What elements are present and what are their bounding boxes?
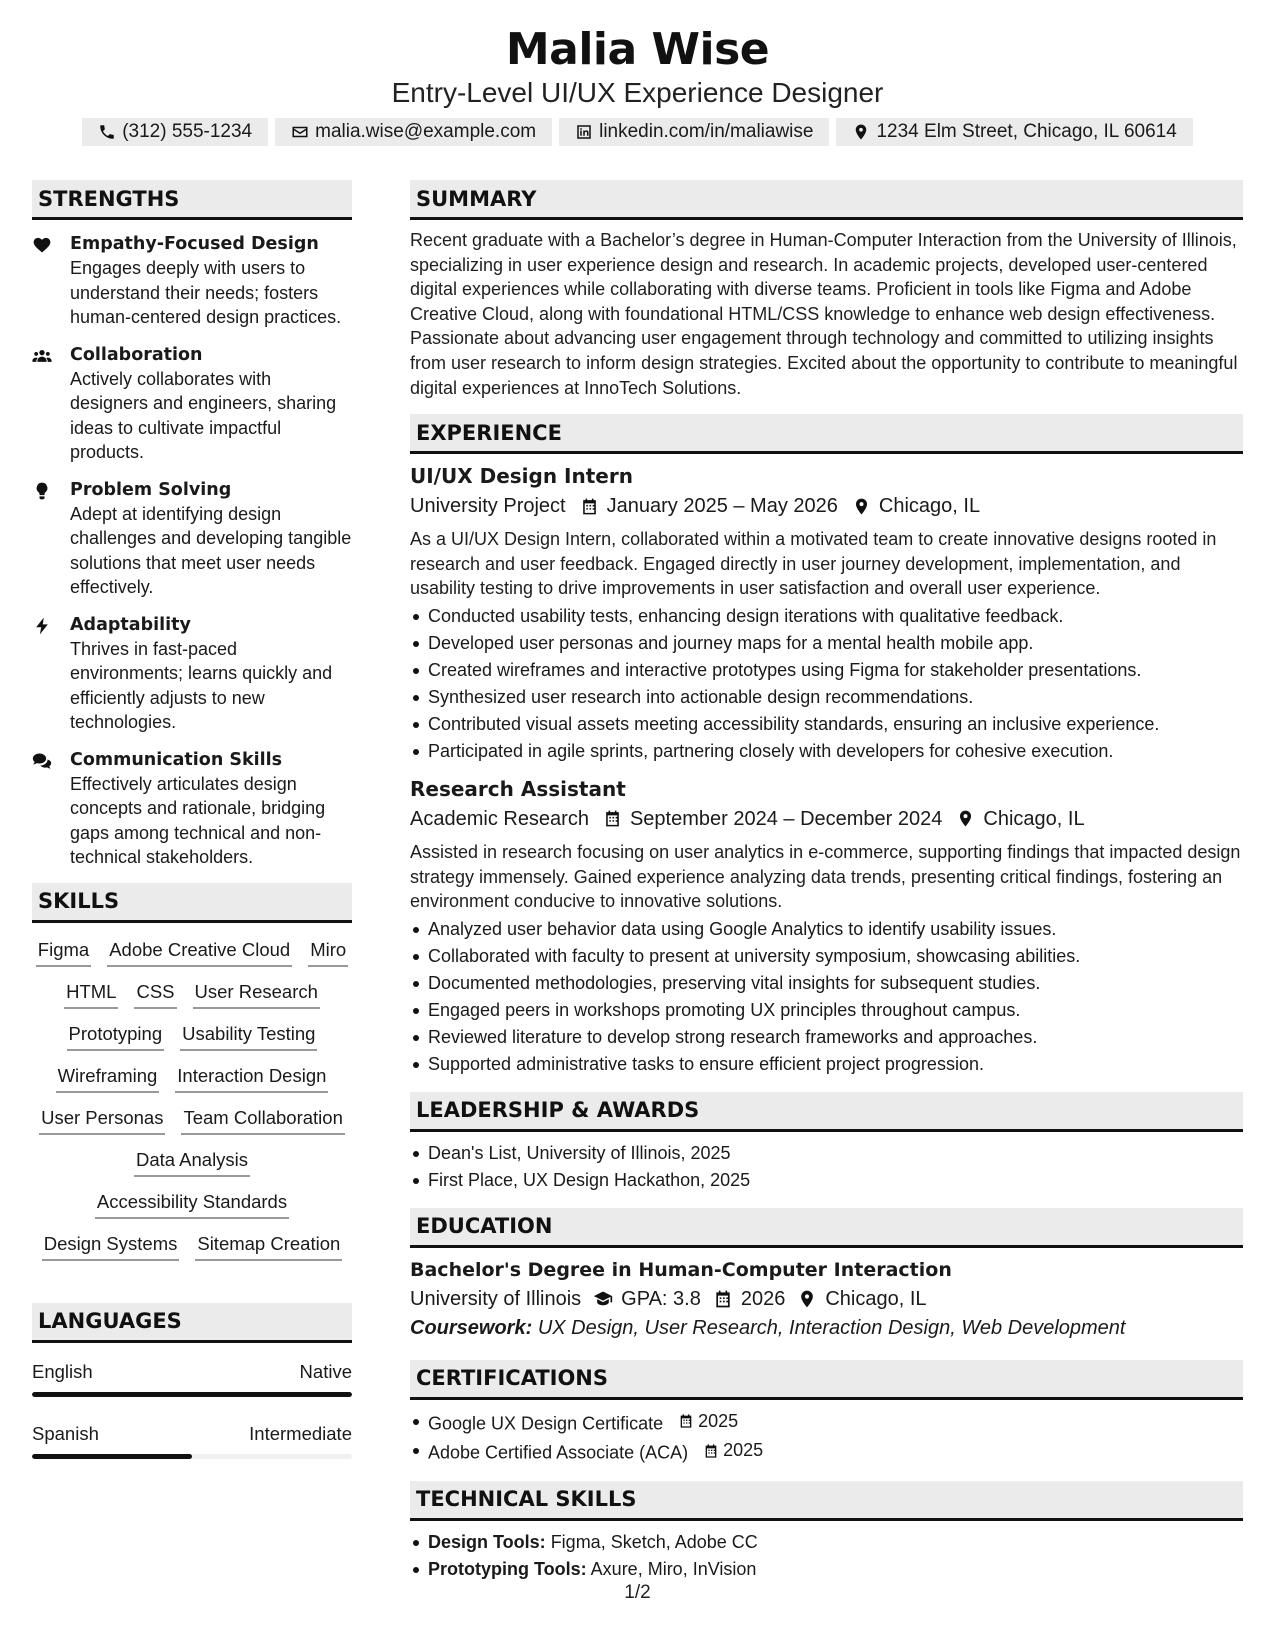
languages-list <box>32 1359 352 1459</box>
heart-icon <box>32 235 52 255</box>
education-year: 2026 <box>740 1287 786 1310</box>
comments-icon <box>32 751 52 771</box>
candidate-title: Entry-Level UI/UX Experience Designer <box>391 77 884 108</box>
skill-tag: Accessibility Standards <box>95 1189 289 1219</box>
education-heading-text: EDUCATION <box>416 1214 553 1239</box>
education-coursework <box>410 1314 1243 1342</box>
education-school: University of Illinois <box>410 1287 582 1310</box>
strength-item <box>32 748 352 870</box>
language-level: Native <box>299 1360 352 1382</box>
skill-tag: CSS <box>134 979 176 1009</box>
strength-desc: Engages deeply with users to understand their needs; fosters human-centered design practices. <box>70 258 342 327</box>
summary-heading-text: SUMMARY <box>416 186 537 211</box>
language-bar <box>32 1454 352 1459</box>
list-item <box>410 1529 1243 1556</box>
map-marker-icon <box>852 497 871 516</box>
linkedin-icon <box>575 123 593 141</box>
certifications-heading <box>410 1360 1243 1400</box>
experience-heading <box>410 414 1243 454</box>
strength-desc: Adept at identifying design challenges and developing tangible solutions that meet user needs effectively. <box>70 503 352 597</box>
language-item <box>32 1421 352 1459</box>
job-location: Chicago, IL <box>983 807 1085 830</box>
resume-header <box>0 22 1275 146</box>
strength-title: Empathy-Focused Design <box>70 234 319 254</box>
coursework-text: UX Design, User Research, Interaction Design, Web Development <box>537 1316 1126 1339</box>
job-bullets <box>410 603 1243 765</box>
map-marker-icon <box>797 1289 817 1309</box>
tech-skill-value: Figma, Sketch, Adobe CC <box>550 1531 758 1552</box>
skill-tag: Design Systems <box>42 1231 180 1261</box>
language-item <box>32 1359 352 1397</box>
contact-linkedin[interactable] <box>559 118 829 146</box>
contact-email[interactable] <box>275 118 552 146</box>
candidate-name: Malia Wise <box>505 24 770 75</box>
job-dates: January 2025 – May 2026 <box>606 495 838 518</box>
phone-text: (312) 555-1234 <box>122 121 253 142</box>
technical-skills-heading-text: TECHNICAL SKILLS <box>416 1487 637 1512</box>
job-entry <box>410 462 1243 765</box>
tech-skill-label: Prototyping Tools: <box>428 1558 587 1579</box>
linkedin-text: linkedin.com/in/maliawise <box>599 121 814 142</box>
list-item <box>410 1556 1243 1583</box>
language-bar-fill <box>32 1392 352 1397</box>
certification-name: Adobe Certified Associate (ACA) <box>428 1442 689 1463</box>
strength-desc: Effectively articulates design concepts and rationale, bridging gaps among technical and non-technical stakeholders. <box>70 773 326 867</box>
language-level: Intermediate <box>249 1422 352 1444</box>
experience-heading-text: EXPERIENCE <box>416 420 562 445</box>
skill-tag: Figma <box>36 937 91 967</box>
education-degree: Bachelor's Degree in Human-Computer Interaction <box>410 1258 952 1281</box>
job-bullets <box>410 916 1243 1078</box>
certifications-heading-text: CERTIFICATIONS <box>416 1366 609 1391</box>
language-name: Spanish <box>32 1422 99 1444</box>
skill-tag: Prototyping <box>67 1021 165 1051</box>
languages-heading-text: LANGUAGES <box>38 1309 182 1333</box>
summary-text: Recent graduate with a Bachelor’s degree in Human-Computer Interaction from the University of Illinois, specializing in user experience design and research. In academic projects, developed user-centered digital experiences while collaborating with diverse teams. Proficient in tools like Figma and Adobe Creative Cloud, along with foundational HTML/CSS knowledge to enhance web design effectiveness. Passionate about advancing user engagement through technology and committed to utilizing insights from user research to inform design strategies. Excited about the opportunity to contribute to meaningful digital experiences at InnoTech Solutions. <box>410 230 1238 398</box>
contact-phone[interactable] <box>82 118 268 146</box>
skill-tag: Data Analysis <box>134 1147 250 1177</box>
tech-skill-value: Axure, Miro, InVision <box>590 1558 757 1579</box>
envelope-icon <box>291 123 309 141</box>
list-item: Reviewed literature to develop strong research frameworks and approaches. <box>410 1024 1243 1051</box>
languages-heading <box>32 1303 352 1343</box>
job-description: As a UI/UX Design Intern, collaborated within a motivated team to create innovative designs rooted in research and user feedback. Engaged directly in user journey development, implementation, and usability testing to drive improvements in user satisfaction and overall user experience. <box>410 529 1217 599</box>
list-item: Engaged peers in workshops promoting UX principles throughout campus. <box>410 997 1243 1024</box>
job-title: UI/UX Design Intern <box>410 464 633 489</box>
technical-skills-list <box>410 1529 1243 1583</box>
email-text: malia.wise@example.com <box>315 121 537 142</box>
strength-title: Communication Skills <box>70 749 283 770</box>
bolt-icon <box>32 616 52 636</box>
skill-tag: User Research <box>193 979 320 1009</box>
calendar-icon <box>580 497 599 516</box>
job-entry <box>410 775 1243 1078</box>
list-item: Created wireframes and interactive prototypes using Figma for stakeholder presentations. <box>410 657 1243 684</box>
certification-year: 2025 <box>723 1440 764 1461</box>
list-item: Contributed visual assets meeting accessibility standards, ensuring an inclusive experience. <box>410 711 1243 738</box>
list-item: Collaborated with faculty to present at university symposium, showcasing abilities. <box>410 943 1243 970</box>
map-marker-icon <box>956 809 975 828</box>
graduation-cap-icon <box>593 1289 613 1309</box>
skill-tag: Usability Testing <box>180 1021 317 1051</box>
list-item: Participated in agile sprints, partnering closely with developers for cohesive execution. <box>410 738 1243 765</box>
skill-tag: Adobe Creative Cloud <box>107 937 292 967</box>
education-location: Chicago, IL <box>825 1287 927 1310</box>
tech-skill-label: Design Tools: <box>428 1531 546 1552</box>
awards-list <box>410 1140 1243 1194</box>
skills-heading-text: SKILLS <box>38 889 120 913</box>
awards-heading <box>410 1092 1243 1132</box>
certification-name: Google UX Design Certificate <box>428 1413 664 1434</box>
job-title: Research Assistant <box>410 776 626 801</box>
education-gpa: GPA: 3.8 <box>621 1287 701 1310</box>
list-item: Dean's List, University of Illinois, 2025 <box>410 1140 1243 1167</box>
contact-bar <box>0 118 1275 146</box>
job-dates: September 2024 – December 2024 <box>629 807 943 830</box>
lightbulb-icon <box>32 481 52 501</box>
map-marker-icon <box>852 123 870 141</box>
coursework-label: Coursework: <box>410 1316 533 1339</box>
calendar-icon <box>678 1413 694 1429</box>
right-column <box>410 180 1243 1583</box>
strengths-list <box>32 232 352 870</box>
skill-tag: HTML <box>64 979 118 1009</box>
calendar-icon <box>703 1443 719 1459</box>
job-org: University Project <box>410 495 566 518</box>
certifications-list <box>410 1408 1243 1467</box>
skill-tag: Interaction Design <box>175 1063 328 1093</box>
skill-tag: Wireframing <box>56 1063 160 1093</box>
list-item <box>410 1437 1243 1467</box>
strength-item <box>32 478 352 600</box>
list-item: Conducted usability tests, enhancing design iterations with qualitative feedback. <box>410 603 1243 630</box>
summary-heading <box>410 180 1243 220</box>
skills-list <box>32 937 352 1261</box>
strength-desc: Thrives in fast-paced environments; learns quickly and efficiently adjusts to new technologies. <box>70 638 333 732</box>
strengths-heading <box>32 180 352 220</box>
strengths-heading-text: STRENGTHS <box>38 186 180 211</box>
page-number: 1/2 <box>624 1582 651 1603</box>
strength-item <box>32 232 352 330</box>
skill-tag: Sitemap Creation <box>195 1231 342 1261</box>
certification-year: 2025 <box>698 1410 739 1431</box>
strength-desc: Actively collaborates with designers and engineers, sharing ideas to cultivate impactful products. <box>70 368 337 462</box>
contact-address <box>836 118 1192 146</box>
list-item: Supported administrative tasks to ensure efficient project progression. <box>410 1051 1243 1078</box>
job-meta <box>410 491 1243 521</box>
skill-tag: Miro <box>308 937 348 967</box>
phone-icon <box>98 123 116 141</box>
technical-skills-heading <box>410 1481 1243 1521</box>
strength-item <box>32 613 352 735</box>
job-description: Assisted in research focusing on user analytics in e-commerce, supporting findings that impacted design strategy immensely. Gained experience analyzing data trends, presenting critical findings, fostering an environment conducive to innovative solutions. <box>410 841 1241 912</box>
job-location: Chicago, IL <box>878 495 981 518</box>
skill-tag: Team Collaboration <box>181 1105 344 1135</box>
list-item: First Place, UX Design Hackathon, 2025 <box>410 1167 1243 1194</box>
left-column <box>32 180 352 1483</box>
awards-heading-text: LEADERSHIP & AWARDS <box>416 1098 700 1123</box>
list-item: Developed user personas and journey maps for a mental health mobile app. <box>410 630 1243 657</box>
language-name: English <box>32 1360 93 1382</box>
users-icon <box>32 346 52 366</box>
strength-title: Adaptability <box>70 614 191 635</box>
strength-title: Collaboration <box>70 344 203 365</box>
education-meta <box>410 1284 1243 1314</box>
address-text: 1234 Elm Street, Chicago, IL 60614 <box>876 121 1177 142</box>
list-item: Documented methodologies, preserving vital insights for subsequent studies. <box>410 970 1243 997</box>
list-item: Synthesized user research into actionable design recommendations. <box>410 684 1243 711</box>
list-item <box>410 1408 1243 1438</box>
education-heading <box>410 1208 1243 1248</box>
calendar-icon <box>713 1289 733 1309</box>
strength-item <box>32 343 352 465</box>
skills-heading <box>32 883 352 923</box>
list-item: Analyzed user behavior data using Google Analytics to identify usability issues. <box>410 916 1243 943</box>
language-bar <box>32 1392 352 1397</box>
calendar-icon <box>603 809 622 828</box>
job-org: Academic Research <box>410 807 589 830</box>
language-bar-fill <box>32 1454 192 1459</box>
strength-title: Problem Solving <box>70 479 232 500</box>
skill-tag: User Personas <box>39 1105 165 1135</box>
job-meta <box>410 804 1243 834</box>
